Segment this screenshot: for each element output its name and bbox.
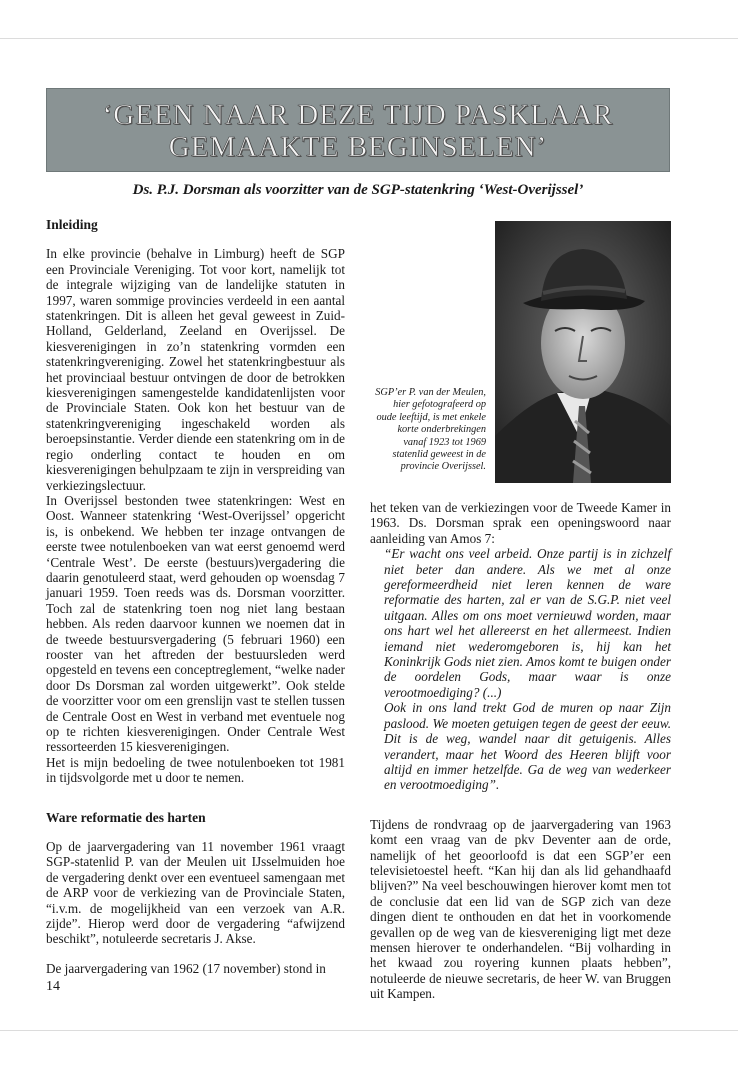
quote: “Er wacht ons veel arbeid. Onze partij is in zichzelf niet beter dan andere. Als we met al onze gereformeerdheid niet leren kennen de ware reformatie des harten, zal er van de S.G.P. niet veel uitgaan. Alles om ons moet vernieuwd worden, maar ons hart wel het allereerst en het allermeest. Indien iemand niet wederomgeboren is, hij kan het Koninkrijk Gods niet zien. Amos komt te buigen onder de oordelen Gods, maar waar is onze verootmoediging? (...) — [384, 546, 671, 700]
top-rule — [0, 38, 738, 39]
quote: Ook in ons land trekt God de muren op naar Zijn paslood. We moeten getuigen tegen de geest der eeuw. Dit is de weg, wandel naar dit getuigenis. Alles verandert, maar het Woord des Heeren blijft voor altijd en immer hetzelfde. Ga de weg van wederkeer en verootmoediging”. — [384, 700, 671, 793]
paragraph: In elke provincie (behalve in Limburg) heeft de SGP een Provinciale Vereniging. Tot voor kort, namelijk tot de integrale wijziging van de landelijke statuten in 1997, waren sommige provincies verdeeld in een aantal statenkringen. Dit is alleen het geval geweest in Zuid-Holland, Gelderland, Zeeland en Overijssel. De kiesverenigingen in zo’n statenkring vormden een statenkringvereniging. Zowel het statenkringbestuur als het provinciaal bestuur ontvingen de door de betrokken kiesverenigingen samengestelde kandidatenlijsten voor de Provinciale Staten. Ook kon het bestuur van de statenkringvereniging ingeschakeld worden als beroepsinstantie. Verder diende een statenkring om in de regio onderling contact te houden en om kiesverenigingen behulpzaam te zijn in verspreiding van verkiezingslectuur. — [46, 246, 345, 493]
paragraph: Het is mijn bedoeling de twee notulenboeken tot 1981 in tijdsvolgorde met u door te nemen. — [46, 754, 345, 786]
page-number: 14 — [46, 979, 60, 994]
bottom-rule — [0, 1030, 738, 1031]
paragraph: Tijdens de rondvraag op de jaarvergadering van 1963 komt een vraag van de pkv Deventer aan de orde, namelijk of het geoorloofd is dat een SGP’er een televisietoestel heeft. “Kan hij dan als lid gehandhaafd blijven?” Na veel beschouwingen hierover komt men tot de conclusie dat een lid van de SGP zich van deze dingen dient te onthouden en dat het in voorkomende gevallen op de weg van de kiesvereniging ligt met deze mensen hierover te onderhandelen. “Bij volharding in het kwaad zou royering kunnen plaats hebben”, notuleerde de nieuwe secretaris, de heer W. van Bruggen uit Kampen. — [370, 816, 671, 1002]
paragraph: Op de jaarvergadering van 11 november 1961 vraagt SGP-statenlid P. van der Meulen uit IJsselmuiden hoe de vergadering denkt over een eventueel samengaan met de ARP voor de verkiezing van de Provinciale Staten, “i.v.m. de mogelijkheid van een verzoek van A.R. zijde”. Hierop werd door de vergadering “afwijzend beschikt”, notuleerde secretaris J. Akse. — [46, 839, 345, 947]
right-column — [370, 500, 671, 1002]
section-heading-ware-reformatie: Ware reformatie des harten — [46, 809, 206, 825]
left-column — [46, 217, 345, 976]
section-heading-inleiding: Inleiding — [46, 217, 98, 232]
photo-caption: SGP’er P. van der Meulen, hier gefotografeerd op oude leeftijd, is met enkele korte onderbrekingen vanaf 1923 tot 1969 statenlid geweest in de provincie Overijssel. — [375, 387, 486, 473]
title-line-1: ‘GEEN NAAR DEZE TIJD PASKLAAR — [102, 99, 614, 131]
title-line-2: GEMAAKTE BEGINSELEN’ — [168, 131, 548, 163]
title-banner — [46, 88, 670, 172]
portrait-photo — [495, 221, 671, 483]
paragraph: het teken van de verkiezingen voor de Tweede Kamer in 1963. Ds. Dorsman sprak een openingswoord naar aanleiding van Amos 7: — [370, 500, 671, 546]
paragraph: In Overijssel bestonden twee statenkringen: West en Oost. Wanneer statenkring ‘West-Overijssel’ opgericht is, is onbekend. We hebben ter inzage ontvangen de eerste twee notulenboeken van wat eerst genoemd werd ‘Centrale West’. De eerste (bestuurs)vergadering die daarin genotuleerd staat, werd gehouden op woensdag 7 januari 1959. Toen reeds was ds. Dorsman voorzitter. Toch zal de statenkring toen nog niet lang bestaan hebben. Als reden daarvoor kunnen we noemen dat in de tweede bestuursvergadering (5 februari 1960) een rooster van het aftreden der bestuursleden werd opgesteld en tevens een conceptreglement, “welke nader door Ds Dorsman zal worden uitgewerkt”. Ook stelde de voorzitter voor om een grenslijn vast te stellen tussen de Centrale Oost en West in verband met eventuele nog op te richten kiesverenigingen. Onder Centrale West ressorteerden 15 kiesverenigingen. — [46, 492, 345, 755]
subtitle: Ds. P.J. Dorsman als voorzitter van de SGP-statenkring ‘West-Overijssel’ — [132, 182, 584, 198]
paragraph: De jaarvergadering van 1962 (17 november) stond in — [46, 960, 326, 976]
portrait-illustration — [495, 221, 671, 483]
